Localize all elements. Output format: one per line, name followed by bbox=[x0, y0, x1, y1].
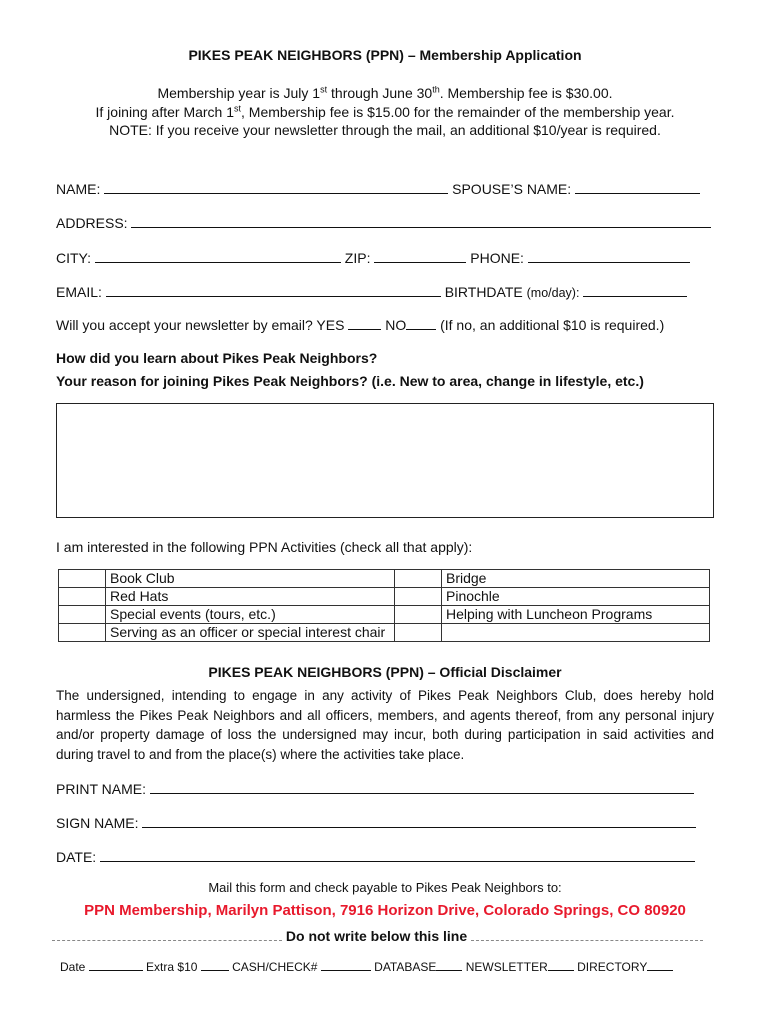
phone-label: PHONE: bbox=[470, 250, 524, 266]
fee-line-1-sup-2: th bbox=[432, 84, 440, 95]
name-label: NAME: bbox=[56, 181, 101, 197]
office-cash-field[interactable] bbox=[321, 960, 371, 971]
office-newsletter-label: NEWSLETTER bbox=[465, 960, 548, 974]
office-extra-field[interactable] bbox=[201, 960, 229, 971]
office-date-label: Date bbox=[60, 960, 86, 974]
email-label: EMAIL: bbox=[56, 284, 102, 300]
learn-question: How did you learn about Pikes Peak Neighbors? bbox=[56, 350, 378, 366]
fee-line-2-part-a: If joining after March 1 bbox=[95, 104, 235, 120]
spouse-name-field[interactable] bbox=[575, 181, 700, 194]
checkbox-special-events[interactable] bbox=[59, 606, 106, 624]
divider-line-right bbox=[471, 928, 703, 941]
newsletter-row bbox=[56, 317, 664, 333]
date-label: DATE: bbox=[56, 849, 97, 865]
office-directory-field[interactable] bbox=[647, 960, 673, 971]
email-field[interactable] bbox=[106, 284, 441, 297]
reason-text-box[interactable] bbox=[56, 403, 714, 518]
spouse-name-label: SPOUSE’S NAME: bbox=[452, 181, 572, 197]
fee-line-2 bbox=[0, 104, 770, 120]
checkbox-officer[interactable] bbox=[59, 624, 106, 642]
newsletter-question: Will you accept your newsletter by email? YES bbox=[56, 317, 345, 333]
activities-table bbox=[58, 569, 710, 642]
zip-field[interactable] bbox=[374, 250, 466, 263]
name-row bbox=[56, 181, 700, 197]
checkbox-luncheon[interactable] bbox=[395, 606, 442, 624]
fee-line-1 bbox=[0, 85, 770, 101]
activities-intro: I am interested in the following PPN Activities (check all that apply): bbox=[56, 539, 473, 555]
activity-officer: Serving as an officer or special interest chair bbox=[106, 624, 395, 642]
birthdate-field[interactable] bbox=[583, 284, 687, 297]
fee-line-1-part-b: through June 30 bbox=[327, 85, 433, 101]
checkbox-pinochle[interactable] bbox=[395, 588, 442, 606]
birthdate-hint: (mo/day): bbox=[526, 286, 580, 300]
newsletter-cost-note: (If no, an additional $10 is required.) bbox=[440, 317, 665, 333]
zip-label: ZIP: bbox=[344, 250, 371, 266]
reason-question: Your reason for joining Pikes Peak Neighbors? (i.e. New to area, change in lifestyle, etc.) bbox=[56, 373, 644, 389]
office-use-row bbox=[60, 960, 673, 974]
office-database-label: DATABASE bbox=[374, 960, 437, 974]
activity-book-club: Book Club bbox=[106, 570, 395, 588]
email-row bbox=[56, 284, 687, 300]
name-field[interactable] bbox=[104, 181, 448, 194]
activity-special-events: Special events (tours, etc.) bbox=[106, 606, 395, 624]
office-divider-label: Do not write below this line bbox=[285, 928, 468, 944]
table-row bbox=[59, 570, 710, 588]
fee-line-1-part-c: . Membership fee is $30.00. bbox=[439, 85, 613, 101]
birthdate-label: BIRTHDATE bbox=[444, 284, 523, 300]
newsletter-note: NOTE: If you receive your newsletter through the mail, an additional $10/year is required. bbox=[109, 122, 661, 138]
checkbox-red-hats[interactable] bbox=[59, 588, 106, 606]
fee-line-1-sup-1: st bbox=[320, 84, 328, 95]
mail-address: PPN Membership, Marilyn Pattison, 7916 Horizon Drive, Colorado Springs, CO 80920 bbox=[84, 902, 686, 919]
table-row bbox=[59, 624, 710, 642]
activity-empty bbox=[442, 624, 710, 642]
checkbox-bridge[interactable] bbox=[395, 570, 442, 588]
divider-line-left bbox=[52, 928, 282, 941]
print-name-field[interactable] bbox=[150, 781, 694, 794]
office-divider-row bbox=[52, 928, 703, 944]
checkbox-book-club[interactable] bbox=[59, 570, 106, 588]
address-row bbox=[56, 215, 711, 231]
disclaimer-title: PIKES PEAK NEIGHBORS (PPN) – Official Disclaimer bbox=[208, 664, 562, 680]
activity-red-hats: Red Hats bbox=[106, 588, 395, 606]
activity-pinochle: Pinochle bbox=[442, 588, 710, 606]
print-name-label: PRINT NAME: bbox=[56, 781, 146, 797]
table-row bbox=[59, 588, 710, 606]
newsletter-yes-field[interactable] bbox=[348, 317, 381, 330]
form-title: PIKES PEAK NEIGHBORS (PPN) – Membership Application bbox=[188, 47, 582, 63]
city-field[interactable] bbox=[95, 250, 341, 263]
date-row bbox=[56, 849, 695, 865]
office-database-field[interactable] bbox=[436, 960, 462, 971]
fee-line-1-part-a: Membership year is July 1 bbox=[157, 85, 321, 101]
city-row bbox=[56, 250, 690, 266]
sign-name-field[interactable] bbox=[142, 815, 696, 828]
address-label: ADDRESS: bbox=[56, 215, 128, 231]
checkbox-empty[interactable] bbox=[395, 624, 442, 642]
fee-line-2-part-b: , Membership fee is $15.00 for the remainder of the membership year. bbox=[241, 104, 675, 120]
city-label: CITY: bbox=[56, 250, 92, 266]
mail-instruction: Mail this form and check payable to Pikes Peak Neighbors to: bbox=[208, 880, 562, 895]
office-newsletter-field[interactable] bbox=[548, 960, 574, 971]
print-name-row bbox=[56, 781, 694, 797]
phone-field[interactable] bbox=[528, 250, 690, 263]
sign-name-label: SIGN NAME: bbox=[56, 815, 139, 831]
activity-luncheon: Helping with Luncheon Programs bbox=[442, 606, 710, 624]
office-extra-label: Extra $10 bbox=[146, 960, 198, 974]
newsletter-no-label: NO bbox=[385, 317, 407, 333]
office-cash-label: CASH/CHECK# bbox=[232, 960, 318, 974]
newsletter-no-field[interactable] bbox=[406, 317, 436, 330]
office-date-field[interactable] bbox=[89, 960, 143, 971]
table-row bbox=[59, 606, 710, 624]
address-field[interactable] bbox=[131, 215, 711, 228]
sign-name-row bbox=[56, 815, 696, 831]
office-directory-label: DIRECTORY bbox=[577, 960, 648, 974]
fee-line-2-sup: st bbox=[234, 103, 242, 114]
date-field[interactable] bbox=[100, 849, 695, 862]
disclaimer-text: The undersigned, intending to engage in any activity of Pikes Peak Neighbors Club, does hereby hold harmless the Pikes Peak Neighbors and all officers, members, and agents thereof, from any personal injury and/or property damage of loss the undersigned may incur, both during participation in said activities and during travel to and from the place(s) where the activities take place. bbox=[56, 688, 714, 762]
activity-bridge: Bridge bbox=[442, 570, 710, 588]
